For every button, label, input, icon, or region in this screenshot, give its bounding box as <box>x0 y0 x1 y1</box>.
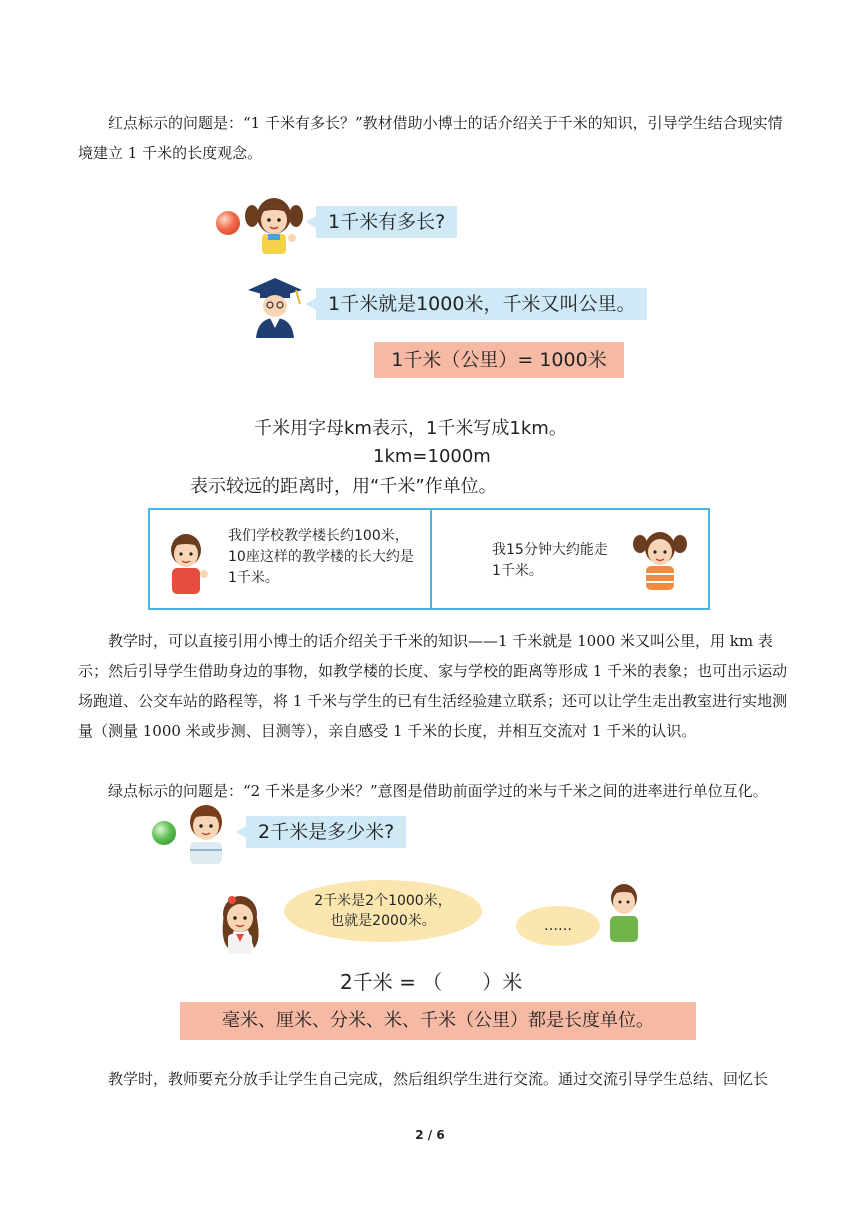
example-panel-box <box>148 508 710 610</box>
question-bubble-2km: 2千米是多少米? <box>246 816 406 848</box>
doctor-character-icon <box>244 276 306 338</box>
girl-answer-line1: 2千米是2个1000米， <box>314 893 452 909</box>
left-panel-text: 我们学校教学楼长约100米，10座这样的教学楼的长大约是1千米。 <box>228 528 414 586</box>
doctor-bubble: 1千米就是1000米，千米又叫公里。 <box>316 288 647 320</box>
girl-answer-character-icon <box>210 890 272 954</box>
paragraph-green-dot: 绿点标示的问题是：“2 千米是多少米？”意图是借助前面学过的米与千米之间的进率进行单位互化。 <box>108 782 768 800</box>
km-usage-line: 表示较远的距离时，用“千米”作单位。 <box>190 476 497 497</box>
red-dot-icon <box>216 211 240 235</box>
girl-answer-bubble <box>284 880 482 942</box>
boy-question-character-icon <box>178 800 234 864</box>
paragraph-teaching-2km: 教学时，教师要充分放手让学生自己完成，然后组织学生进行交流。通过交流引导学生总结、回忆长 <box>108 1070 769 1088</box>
formula-box-1km: 1千米（公里）= 1000米 <box>374 342 624 378</box>
boy-character-icon <box>164 530 210 596</box>
boy-thinking-character-icon <box>604 880 644 942</box>
boy-thinking-bubble: …… <box>516 906 600 946</box>
equation-2km: 2千米 = （ ）米 <box>340 970 523 994</box>
page-number: 2 / 6 <box>415 1128 445 1142</box>
paragraph-intro-red-dot: 红点标示的问题是：“1 千米有多长？”教材借助小博士的话介绍关于千米的知识，引导学生结合现实情境建立 1 千米的长度观念。 <box>78 114 783 162</box>
length-units-summary-box: 毫米、厘米、分米、米、千米（公里）都是长度单位。 <box>180 1002 696 1040</box>
km-equation-line: 1km=1000m <box>373 446 491 467</box>
paragraph-teaching-1km: 教学时，可以直接引用小博士的话介绍关于千米的知识——1 千米就是 1000 米又叫公里，用 km 表示；然后引导学生借助身边的事物，如教学楼的长度、家与学校的距离等形成 1 千米的表象；也可出示运动场跑道、公交车站的路程等，将 1 千米与学生的已有生活经验建立联系；还可以让学生走出教室进行实地测量（测量 1000 米或步测、目测等），亲自感受 1 千米的长度，并相互交流对 1 千米的认识。 <box>78 632 788 740</box>
girl-walking-character-icon <box>628 526 694 596</box>
girl-answer-line2: 也就是2000米。 <box>330 913 436 929</box>
question-bubble-1km: 1千米有多长? <box>316 206 457 238</box>
km-symbol-line: 千米用字母km表示，1千米写成1km。 <box>254 418 567 439</box>
right-panel-text: 我15分钟大约能走1千米。 <box>492 542 608 579</box>
girl-character-icon <box>244 192 308 260</box>
green-dot-icon <box>152 821 176 845</box>
panel-divider <box>430 510 432 608</box>
